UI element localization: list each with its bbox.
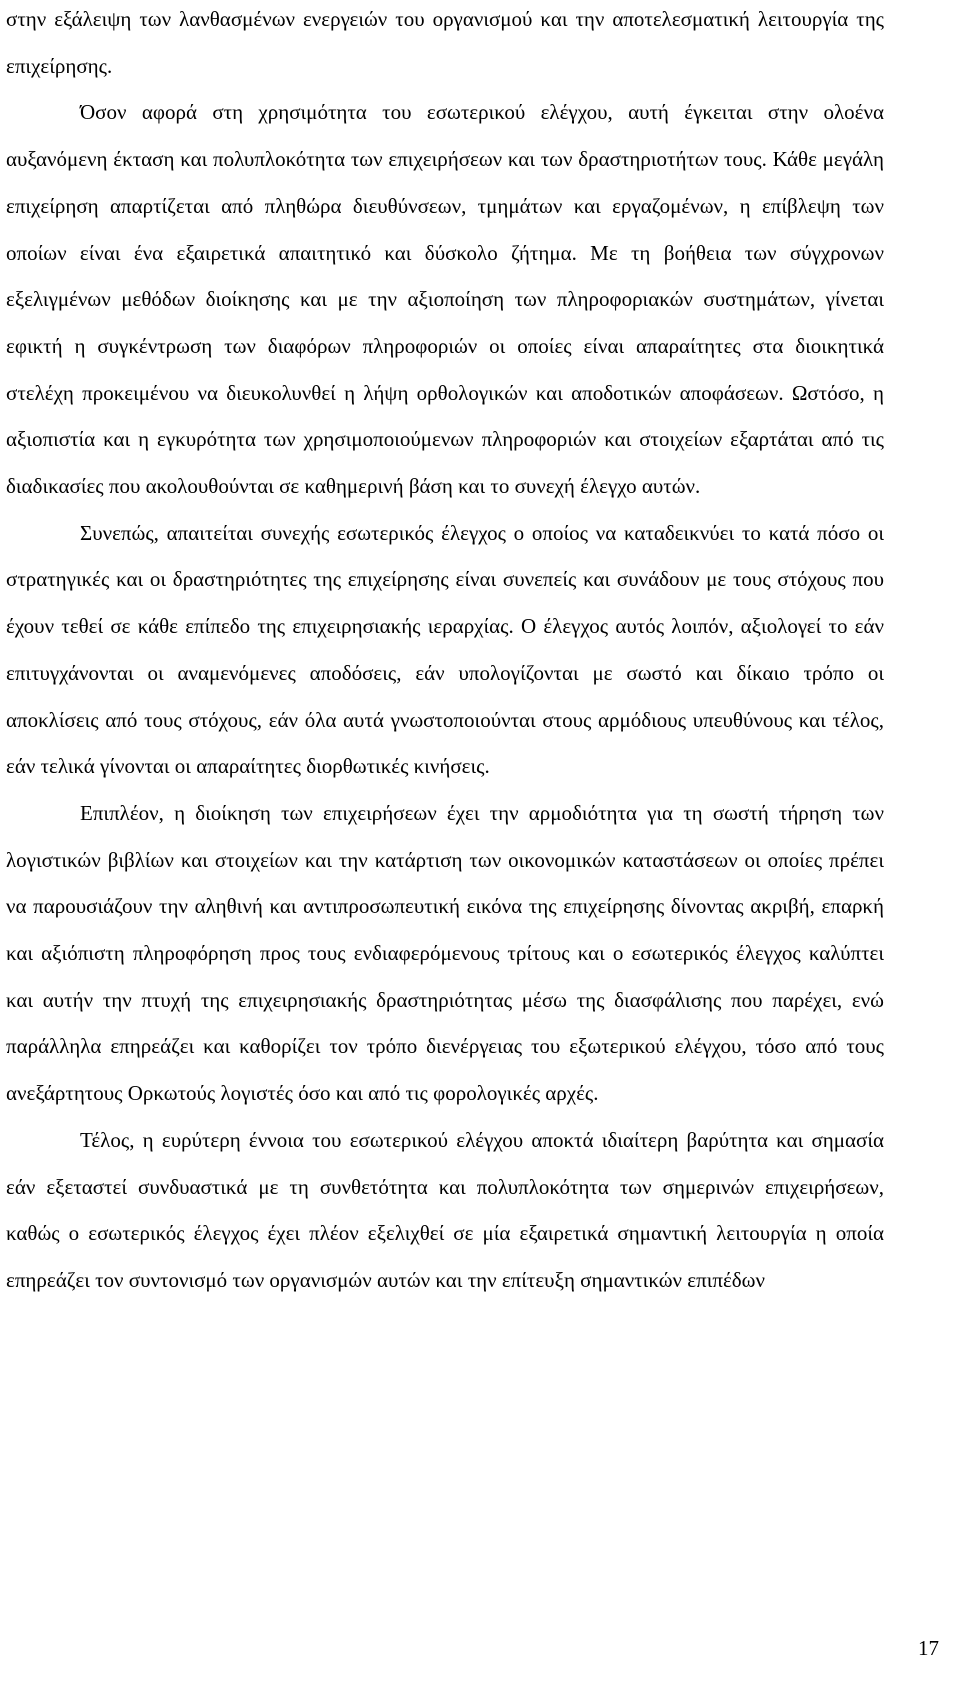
paragraph-management-responsibility: Επιπλέον, η διοίκηση των επιχειρήσεων έχει την αρμοδιότητα για τη σωστή τήρηση των λογιστικών βιβλίων και στοιχείων και την κατάρτιση των οικονομικών καταστάσεων οι οποίες πρέπει να παρουσιάζουν την αληθινή και αντιπροσωπευτική εικόνα της επιχείρησης δίνοντας ακριβή, επαρκή και αξιόπιστη πληροφόρηση προς τους ενδιαφερόμενους τρίτους και ο εσωτερικός έλεγχος καλύπτει και αυτήν την πτυχή της επιχειρησιακής δραστηριότητας μέσω της διασφάλισης που παρέχει, ενώ παράλληλα επηρεάζει και καθορίζει τον τρόπο διενέργειας του εξωτερικού ελέγχου, τόσο από τους ανεξάρτητους Ορκωτούς λογιστές όσο και από τις φορολογικές αρχές. <box>6 800 884 1106</box>
document-page <box>6 0 884 1304</box>
paragraph-internal-audit-usefulness: Όσον αφορά στη χρησιμότητα του εσωτερικού ελέγχου, αυτή έγκειται στην ολοένα αυξανόμενη έκταση και πολυπλοκότητα των επιχειρήσεων και των δραστηριοτήτων τους. Κάθε μεγάλη επιχείρηση απαρτίζεται από πληθώρα διευθύνσεων, τμημάτων και εργαζομένων, η επίβλεψη των οποίων είναι ένα εξαιρετικά απαιτητικό και δύσκολο ζήτημα. Με τη βοήθεια των σύγχρονων εξελιγμένων μεθόδων διοίκησης και με την αξιοποίηση των πληροφοριακών συστημάτων, γίνεται εφικτή η συγκέντρωση των διαφόρων πληροφοριών οι οποίες είναι απαραίτητες στα διοικητικά στελέχη προκειμένου να διευκολυνθεί η λήψη ορθολογικών και αποδοτικών αποφάσεων. Ωστόσο, η αξιοπιστία και η εγκυρότητα των χρησιμοποιούμενων πληροφοριών και στοιχείων εξαρτάται από τις διαδικασίες που ακολουθούνται σε καθημερινή βάση και το συνεχή έλεγχο αυτών. <box>6 100 884 499</box>
page-number: 17 <box>918 1636 939 1660</box>
paragraph-continuation: στην εξάλειψη των λανθασμένων ενεργειών του οργανισμού και την αποτελεσματική λειτουργία της επιχείρησης. <box>6 7 884 78</box>
paragraph-continuous-audit: Συνεπώς, απαιτείται συνεχής εσωτερικός έλεγχος ο οποίος να καταδεικνύει το κατά πόσο οι στρατηγικές και οι δραστηριότητες της επιχείρησης είναι συνεπείς και συνάδουν με τους στόχους που έχουν τεθεί σε κάθε επίπεδο της επιχειρησιακής ιεραρχίας. Ο έλεγχος αυτός λοιπόν, αξιολογεί το εάν επιτυγχάνονται οι αναμενόμενες αποδόσεις, εάν υπολογίζονται με σωστό και δίκαιο τρόπο οι αποκλίσεις από τους στόχους, εάν όλα αυτά γνωστοποιούνται στους αρμόδιους υπευθύνους και τέλος, εάν τελικά γίνονται οι απαραίτητες διορθωτικές κινήσεις. <box>6 520 884 779</box>
paragraph-broader-concept: Τέλος, η ευρύτερη έννοια του εσωτερικού ελέγχου αποκτά ιδιαίτερη βαρύτητα και σημασία εάν εξεταστεί συνδυαστικά με τη συνθετότητα και πολυπλοκότητα των σημερινών επιχειρήσεων, καθώς ο εσωτερικός έλεγχος έχει πλέον εξελιχθεί σε μία εξαιρετικά σημαντική λειτουργία η οποία επηρεάζει τον συντονισμό των οργανισμών αυτών και την επίτευξη σημαντικών επιπέδων <box>6 1127 884 1292</box>
